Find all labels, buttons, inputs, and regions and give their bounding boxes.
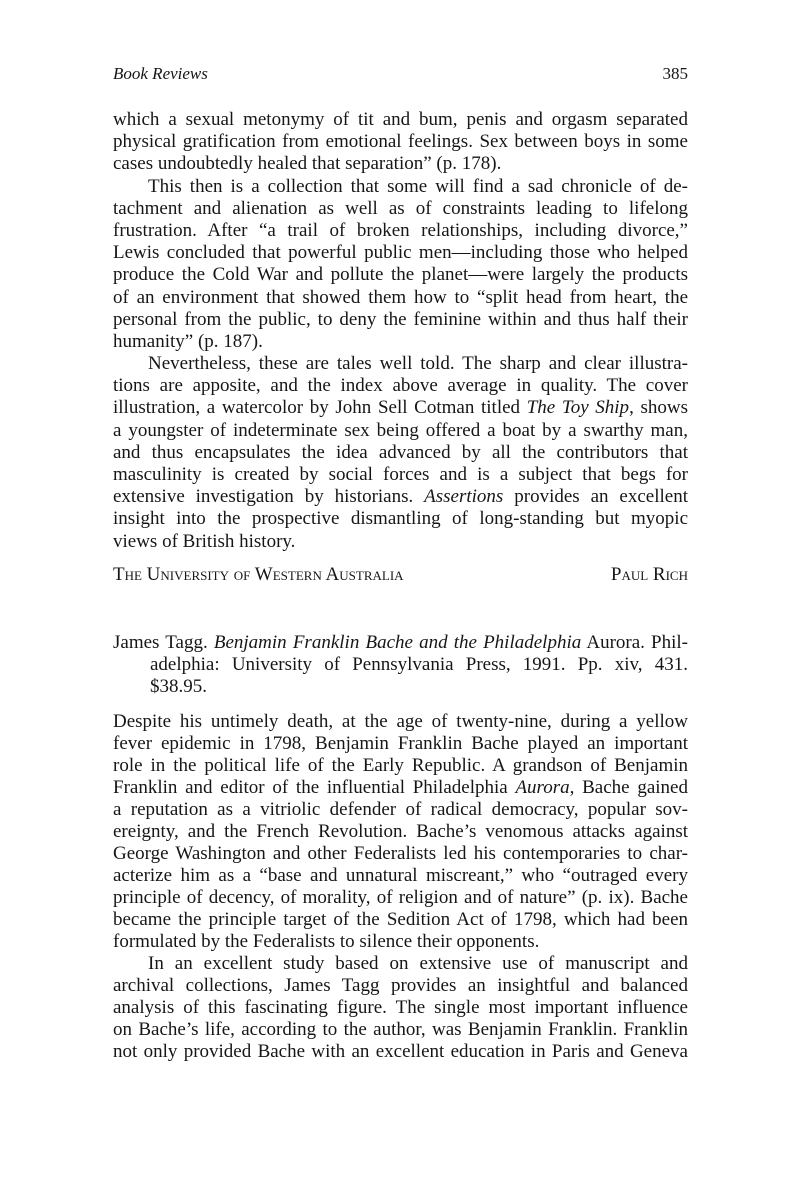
text-run: and thus encapsulates the idea advanced by all the contributors that xyxy=(113,441,688,463)
text-line xyxy=(113,777,688,799)
text-run: cases undoubtedly healed that separation” (p. 178). xyxy=(113,153,502,175)
text-line xyxy=(113,799,688,821)
text-run: illustration, a watercolor by John Sell Cotman titled xyxy=(113,397,527,419)
text-line xyxy=(113,287,688,309)
text-line xyxy=(113,331,688,353)
review-2-citation xyxy=(113,632,688,698)
text-run: , Bache gained xyxy=(569,777,688,798)
text-run: views of British history. xyxy=(113,530,296,552)
text-run: a reputation as a vitriolic defender of radical democracy, popular sov- xyxy=(113,799,688,820)
text-run: tions are apposite, and the index above average in quality. The cover xyxy=(113,375,688,397)
text-run: archival collections, James Tagg provides an insightful and balanced xyxy=(113,975,688,996)
text-line xyxy=(113,865,688,887)
text-run: adelphia: University of Pennsylvania Press, 1991. Pp. xiv, 431. xyxy=(150,654,688,675)
text-run: $38.95. xyxy=(150,676,207,697)
text-line xyxy=(113,464,688,486)
text-line xyxy=(113,733,688,755)
citation-line xyxy=(113,676,688,698)
text-run: Nevertheless, these are tales well told. The sharp and clear illustra- xyxy=(148,353,688,375)
text-run: personal from the public, to deny the feminine within and thus half their xyxy=(113,308,688,330)
text-line xyxy=(113,420,688,442)
text-run: masculinity is created by social forces and is a subject that begs for xyxy=(113,464,688,485)
text-run: analysis of this fascinating figure. The single most important influence xyxy=(113,997,688,1018)
text-run: Despite his untimely death, at the age of twenty-nine, during a yellow xyxy=(113,711,688,732)
page-number: 385 xyxy=(662,64,688,83)
text-run: insight into the prospective dismantling of long-standing but myopic xyxy=(113,508,688,530)
text-line xyxy=(113,397,688,419)
text-run: of an environment that showed them how to “split head from heart, the xyxy=(113,286,688,308)
text-run: role in the political life of the Early Republic. A grandson of Benjamin xyxy=(113,755,688,776)
text-run: humanity” (p. 187). xyxy=(113,330,263,352)
text-run: frustration. After “a trail of broken relationships, including divorce,” xyxy=(113,219,688,241)
text-line xyxy=(113,264,688,286)
text-line xyxy=(113,242,688,264)
text-run: a youngster of indeterminate sex being offered a boat by a swarthy man, xyxy=(113,419,688,441)
text-line xyxy=(113,486,688,508)
text-line xyxy=(113,821,688,843)
text-run: Lewis concluded that powerful public men—including those who helped xyxy=(113,242,688,264)
text-line xyxy=(113,1041,688,1063)
text-run: not only provided Bache with an excellent education in Paris and Geneva xyxy=(113,1041,688,1062)
text-line xyxy=(113,755,688,777)
text-line xyxy=(113,375,688,397)
text-run: , shows xyxy=(629,397,688,419)
text-line xyxy=(113,843,688,865)
review-1-body xyxy=(113,109,688,553)
text-run: became the principle target of the Sedition Act of 1798, which had been xyxy=(113,909,688,930)
review-2-body xyxy=(113,711,688,1063)
text-run: physical gratification from emotional feelings. Sex between boys in some xyxy=(113,131,688,153)
text-run: principle of decency, of morality, of religion and of nature” (p. ix). Bache xyxy=(113,887,688,908)
text-run: acterize him as a “base and unnatural miscreant,” who “outraged every xyxy=(113,865,688,886)
text-run: fever epidemic in 1798, Benjamin Franklin Bache played an important xyxy=(113,733,688,754)
text-run: George Washington and other Federalists led his contemporaries to char- xyxy=(113,843,688,864)
italic-title: Assertions xyxy=(424,486,504,508)
text-run: produce the Cold War and pollute the planet—were largely the products xyxy=(113,264,688,286)
text-line xyxy=(113,309,688,331)
text-line xyxy=(113,220,688,242)
citation-line xyxy=(113,654,688,676)
text-run: ereignty, and the French Revolution. Bache’s venomous attacks against xyxy=(113,821,688,842)
text-line xyxy=(113,931,688,953)
review-1-signature xyxy=(113,564,688,586)
italic-title: Benjamin Franklin Bache and the Philadelphia xyxy=(213,632,582,653)
text-line xyxy=(113,198,688,220)
text-line xyxy=(113,909,688,931)
text-line xyxy=(113,887,688,909)
text-line xyxy=(113,153,688,175)
text-line xyxy=(113,975,688,997)
text-line xyxy=(113,442,688,464)
text-run: which a sexual metonymy of tit and bum, penis and orgasm separated xyxy=(113,109,688,130)
reviewer-affiliation: The University of Western Australia xyxy=(113,564,404,585)
text-run: formulated by the Federalists to silence their opponents. xyxy=(113,931,540,952)
text-line xyxy=(113,508,688,530)
text-line xyxy=(113,176,688,198)
text-run: Aurora. Phil- xyxy=(581,632,689,653)
text-line xyxy=(113,711,688,733)
italic-title: The Toy Ship xyxy=(526,397,630,419)
text-line xyxy=(113,353,688,375)
text-run: on Bache’s life, according to the author, was Benjamin Franklin. Franklin xyxy=(113,1019,688,1040)
text-run: provides an excellent xyxy=(503,486,688,508)
text-line xyxy=(113,953,688,975)
text-run: James Tagg. xyxy=(113,632,214,653)
text-run: tachment and alienation as well as of constraints leading to lifelong xyxy=(113,197,688,219)
citation-line xyxy=(113,632,688,654)
text-run: Franklin and editor of the influential Philadelphia xyxy=(113,777,516,798)
reviewer-name: Paul Rich xyxy=(610,564,688,585)
text-run: In an excellent study based on extensive use of manuscript and xyxy=(148,953,688,974)
text-line xyxy=(113,997,688,1019)
text-line xyxy=(113,1019,688,1041)
text-run: extensive investigation by historians. xyxy=(113,486,425,508)
running-header-section: Book Reviews xyxy=(113,64,208,83)
text-run: This then is a collection that some will find a sad chronicle of de- xyxy=(148,175,688,197)
text-line xyxy=(113,131,688,153)
text-line xyxy=(113,531,688,553)
text-line xyxy=(113,109,688,131)
italic-title: Aurora xyxy=(515,777,570,798)
